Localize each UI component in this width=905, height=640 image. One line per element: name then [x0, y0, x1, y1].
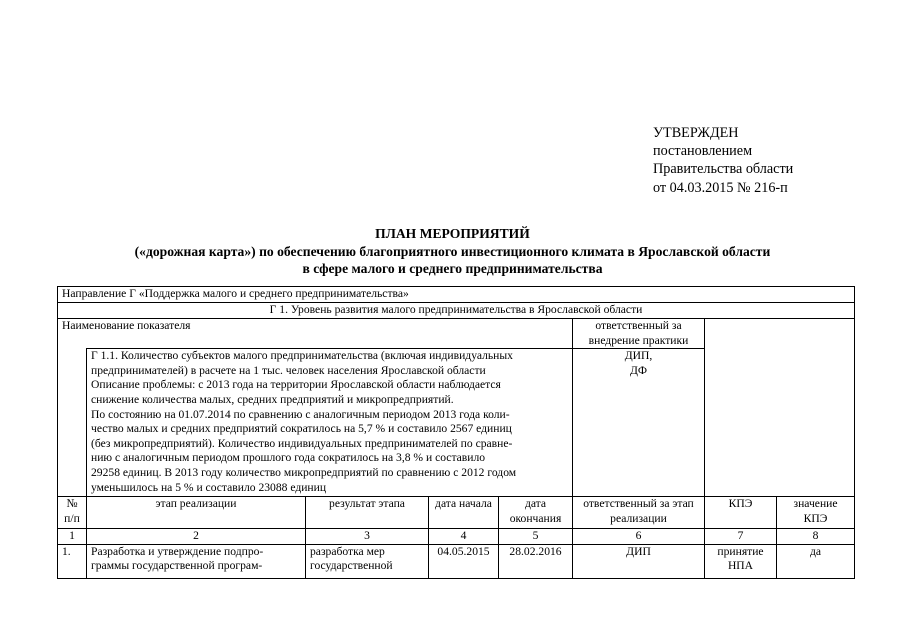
direction-cell: Направление Г «Поддержка малого и среднего предпринимательства» [58, 287, 855, 303]
column-number: 8 [777, 529, 855, 545]
row-result: разработка мер государственной [306, 544, 429, 578]
indicator-description [87, 349, 573, 497]
document-title [0, 225, 905, 278]
column-number-row [58, 529, 855, 545]
description-line: нию с аналогичным периодом прошлого года сократилось на 3,8 % и составило [91, 451, 486, 465]
col-header-kpe-value: значение КПЭ [777, 497, 855, 529]
description-line: Г 1.1. Количество субъектов малого предпринимательства (включая индивидуальных [91, 349, 513, 363]
row-start-date: 04.05.2015 [429, 544, 499, 578]
col-header-kpe: КПЭ [705, 497, 777, 529]
description-line: 29258 единиц. В 2013 году количество микропредприятий по сравнению с 2012 годом [91, 465, 517, 479]
column-header-row [58, 497, 855, 529]
table-row [58, 319, 855, 349]
plan-table [57, 286, 855, 579]
column-number: 1 [58, 529, 87, 545]
col-header-result: результат этапа [306, 497, 429, 529]
approval-line: Правительства области [653, 161, 794, 178]
table-row [58, 287, 855, 303]
spacer-cell [58, 349, 87, 497]
col-header-start-date: дата начала [429, 497, 499, 529]
responsible-value: ДФ [629, 363, 648, 377]
row-num: 1. [58, 544, 87, 578]
indicator-header: Наименование показателя [58, 319, 573, 349]
column-number: 5 [499, 529, 573, 545]
approval-stamp [653, 124, 793, 197]
approval-title: УТВЕРЖДЕН [653, 125, 739, 141]
subtitle-cell: Г 1. Уровень развития малого предпринимательства в Ярославской области [58, 303, 855, 319]
title-line: ПЛАН МЕРОПРИЯТИЙ [375, 226, 530, 241]
description-line: предпринимателей) в расчете на 1 тыс. человек населения Ярославской области [91, 363, 486, 377]
responsible-value: ДИП, [624, 349, 653, 363]
column-number: 4 [429, 529, 499, 545]
description-line: снижение количества малых, средних предприятий и микропредприятий. [91, 392, 454, 406]
row-kpe-value: да [777, 544, 855, 578]
column-number: 6 [573, 529, 705, 545]
title-line: («дорожная карта») по обеспечению благоприятного инвестиционного климата в Ярославской области [134, 243, 771, 259]
column-number: 3 [306, 529, 429, 545]
approval-line: постановлением [653, 143, 753, 160]
row-stage: Разработка и утверждение подпро- граммы государственной програм- [87, 544, 306, 578]
col-header-stage: этап реализации [87, 497, 306, 529]
description-line: уменьшилось на 5 % и составило 23088 единиц [91, 480, 327, 494]
description-line: Описание проблемы: с 2013 года на территории Ярославской области наблюдается [91, 378, 501, 392]
approval-date: от 04.03.2015 № 216-п [653, 179, 788, 196]
table-row [58, 544, 855, 578]
col-header-num: № п/п [58, 497, 87, 529]
responsible-practice-cell [573, 349, 705, 497]
col-header-responsible: ответственный за этап реализации [573, 497, 705, 529]
row-responsible: ДИП [573, 544, 705, 578]
description-line: чество малых и средних предприятий сократилось на 5,7 % и составило 2567 единиц [91, 422, 512, 436]
responsible-practice-header: ответственный за внедрение практики [573, 319, 705, 349]
column-number: 7 [705, 529, 777, 545]
title-line: в сфере малого и среднего предпринимательства [302, 261, 603, 276]
column-number: 2 [87, 529, 306, 545]
description-line: (без микропредприятий). Количество индивидуальных предпринимателей по сравне- [91, 436, 513, 450]
table-row [58, 303, 855, 319]
row-kpe: принятие НПА [705, 544, 777, 578]
empty-cell [705, 319, 855, 497]
description-line: По состоянию на 01.07.2014 по сравнению с аналогичным периодом 2013 года коли- [91, 407, 510, 421]
row-end-date: 28.02.2016 [499, 544, 573, 578]
col-header-end-date: дата окончания [499, 497, 573, 529]
